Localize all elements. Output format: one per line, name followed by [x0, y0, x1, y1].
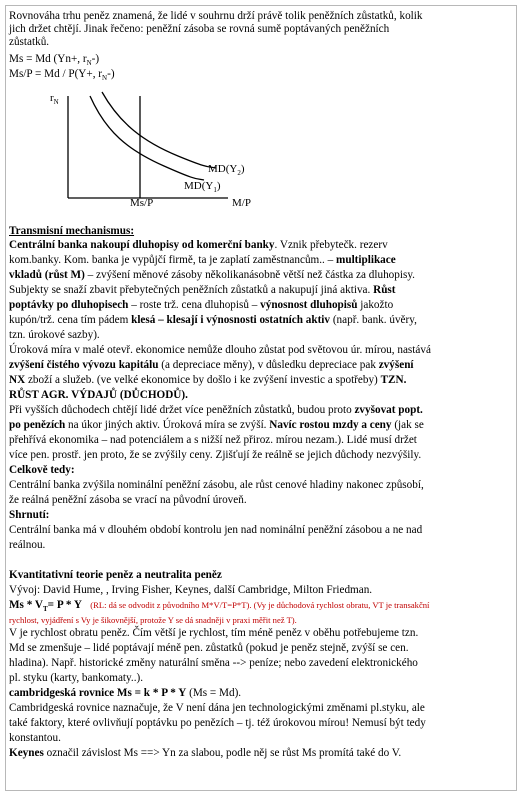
- intro-line-1: Rovnováha trhu peněz znamená, že lidé v souhrnu drží právě tolik peněžních zůstatků, kolik: [9, 10, 423, 22]
- intro-line-3: zůstatků.: [9, 36, 50, 48]
- quantity-line-7: také faktory, které ovlivňují poptávku po penězích – tj. též úrokovou mírou! Nemusí být tedy: [9, 717, 426, 729]
- transmission-line-2: kom.banky. Kom. banka je vypůjčí firmě, ta je zaplatí zaměstnancům.. – multiplikace: [9, 254, 396, 266]
- transmission-line-12: Při vyšších důchodech chtějí lidé držet více peněžních zůstatků, budou proto zvyšovat popt.: [9, 404, 423, 416]
- transmission-line-3: vkladů (růst M) – zvýšení měnové zásoby několikanásobně větší než částka za dluhopisy.: [9, 269, 415, 281]
- quantity-line-9: Keynes označil závislost Ms ==> Yn za slabou, podle něj se růst Ms promítá také do V.: [9, 747, 402, 759]
- ms-p-label: Ms/P: [130, 197, 154, 209]
- transmission-line-10: NX zboží a služeb. (ve velké ekonomice by došlo i ke zvýšení investic a spotřeby) TZN.: [9, 374, 407, 386]
- x-axis-label: M/P: [232, 197, 251, 209]
- md-y1-curve: [90, 96, 204, 180]
- transmission-heading: Transmisní mechanismus:: [9, 225, 135, 237]
- transmission-line-14: přehřívá ekonomika – nad potenciálem a s nižší než přiroz. mírou nezam.). Lidé musí držet: [9, 434, 417, 446]
- transmission-line-11: RŮST AGR. VÝDAJŮ (DŮCHODŮ).: [9, 389, 188, 401]
- transmission-line-7: tzn. úrokové sazby).: [9, 329, 100, 341]
- quantity-line-5: pl. styku (karty, bankomaty..).: [9, 672, 144, 684]
- transmission-line-17: Centrální banka zvýšila nominální peněžní zásobu, ale růst cenové hladiny nakonec způsobí,: [9, 479, 424, 491]
- quantity-line-3: Md se zmenšuje – lidé poptávají méně pen. zůstatků (pokud je peněz stejně, zvýší se cen.: [9, 642, 409, 654]
- y-axis-label: $r_N$: [50, 92, 59, 107]
- transmission-line-8: Úroková míra v malé otevř. ekonomice nemůže dlouho zůstat pod světovou úr. mírou, nastává: [9, 344, 431, 356]
- md-y2-label: $MD(Y_2)$: [208, 163, 245, 178]
- quantity-line-1: Vývoj: David Hume, , Irving Fisher, Keynes, další Cambridge, Milton Friedman.: [9, 584, 373, 596]
- transmission-line-15: více pen. prostř. jen proto, že se zvýšily ceny. Zjišťují že reálně se jejich důchody nezvýšily.: [9, 449, 422, 461]
- quantity-heading: Kvantitativní teorie peněz a neutralita peněz: [9, 569, 222, 581]
- md-y1-label: $MD(Y_1)$: [184, 180, 221, 195]
- transmission-line-13: po penězích na úkor jiných aktiv. Úroková míra se zvýší. Navíc rostou mzdy a ceny (jak se: [9, 419, 424, 431]
- quantity-line-4: hladina). Např. historické změny naturální směna --> peníze; nebo zavedení elektronického: [9, 657, 418, 669]
- transmission-line-21: reálnou.: [9, 539, 46, 551]
- transmission-line-9: zvýšení čistého vývozu kapitálu (a depreciace měny), v důsledku depreciace pak zvýšení: [9, 359, 414, 371]
- transmission-line-5: poptávky po dluhopisech – roste trž. cena dluhopisů – výnosnost dluhopisů jakožto: [9, 299, 394, 311]
- transmission-line-18: že reálná peněžní zásoba se vrací na původní úroveň.: [9, 494, 247, 506]
- formula-nominal: Ms = Md (Yn+, $r_N-$): [9, 53, 100, 68]
- summary-heading: Shrnutí:: [9, 509, 50, 521]
- quantity-equation: $Ms * V_T= P * Y$ (RL: dá se odvodit z původního M*V/T=P*T). (Vy je důchodová rychlost obratu, VT je transakční: [9, 599, 430, 614]
- md-y2-curve: [102, 92, 216, 168]
- overall-heading: Celkově tedy:: [9, 464, 75, 476]
- transmission-line-6: kupón/trž. cena tím pádem klesá – klesají i výnosnosti ostatních aktiv (např. bank. úvěry,: [9, 314, 417, 326]
- document-page: [5, 5, 517, 791]
- quantity-note-2: rychlost, vyjádření s Vy je šikovnější, protože Y se dá snadněji v praxi měřit než T).: [9, 615, 297, 625]
- quantity-line-8: konstantou.: [9, 732, 61, 744]
- intro-line-2: jich držet chtějí. Jinak řečeno: peněžní zásoba se rovná sumě poptávaných peněžních: [9, 23, 390, 35]
- cambridge-equation: cambridgeská rovnice Ms = k * P * Y (Ms = Md).: [9, 687, 242, 699]
- transmission-line-4: Subjekty se snaží zbavit přebytečných peněžních zůstatků a nakupují jiná aktiva. Růst: [9, 284, 396, 296]
- formula-real: Ms/P = Md / P(Y+, $r_N-$): [9, 68, 115, 83]
- transmission-line-1: Centrální banka nakoupí dluhopisy od komerční banky. Vznik přebytečk. rezerv: [9, 239, 388, 251]
- quantity-line-6: Cambridgeská rovnice naznačuje, že V není dána jen technologickými změnami pl.styku, ale: [9, 702, 425, 714]
- money-market-graph: [6, 84, 306, 218]
- quantity-line-2: V je rychlost obratu peněz. Čím větší je rychlost, tím méně peněz v oběhu potřebujeme tzn.: [9, 627, 419, 639]
- transmission-line-20: Centrální banka má v dlouhém období kontrolu jen nad nominální peněžní zásobou a ne nad: [9, 524, 423, 536]
